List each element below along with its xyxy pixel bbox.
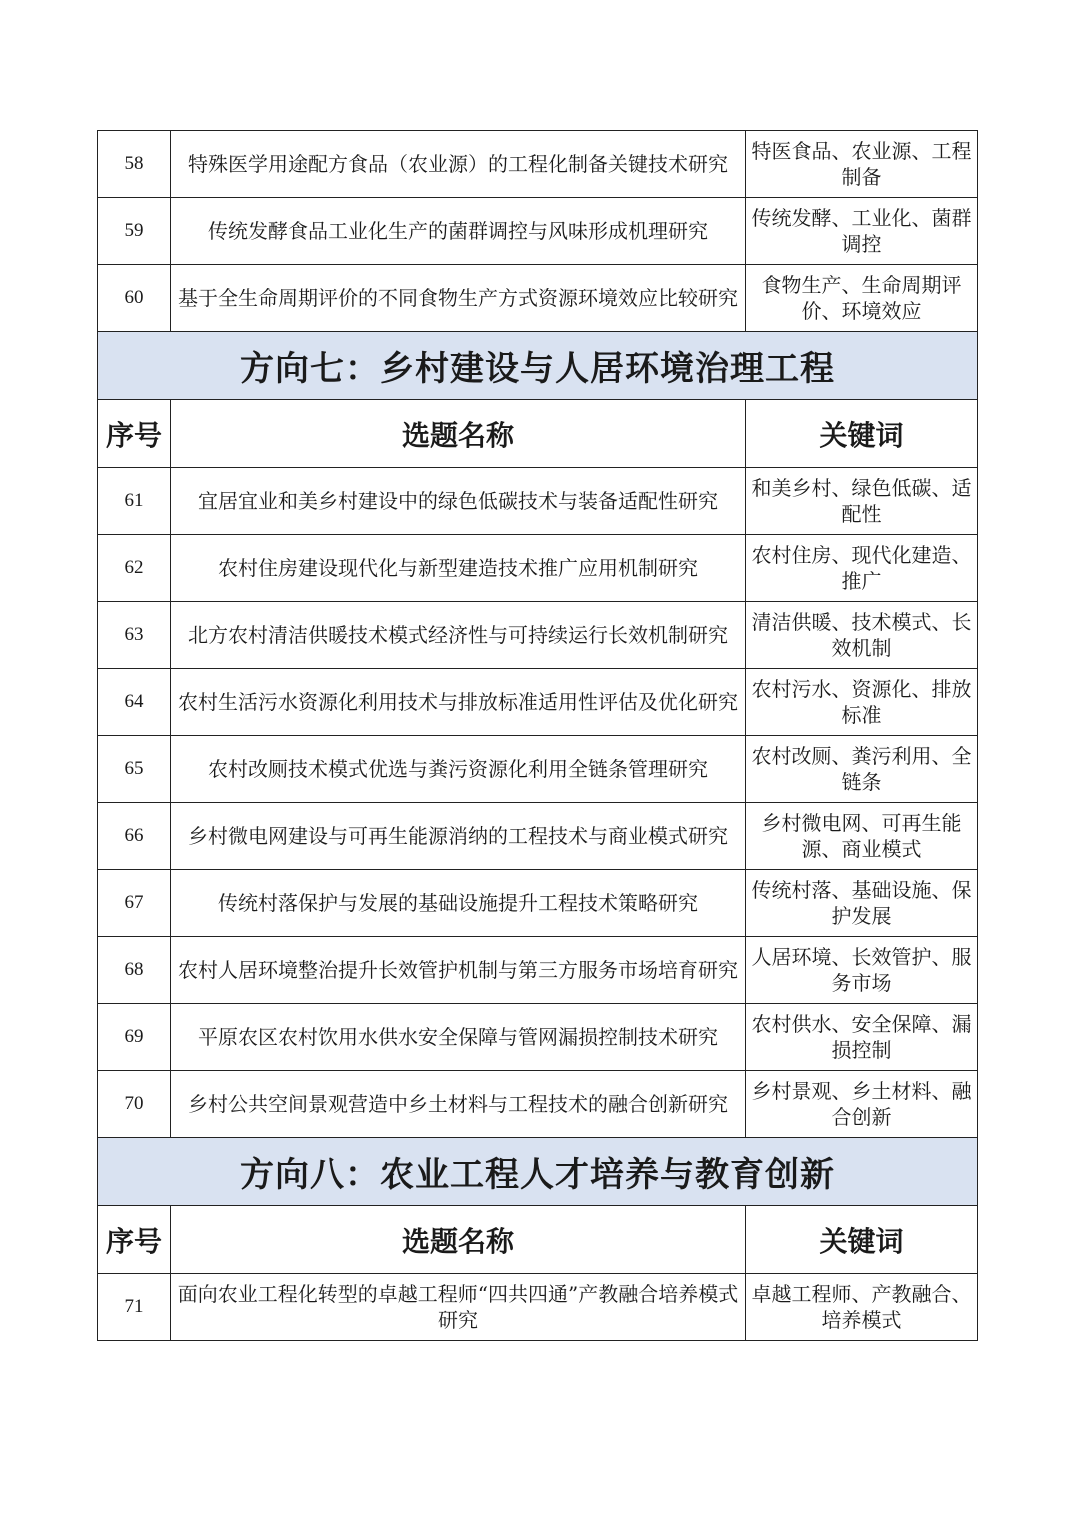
table-row — [98, 870, 978, 937]
topic-keywords: 和美乡村、绿色低碳、适配性 — [746, 468, 978, 535]
topic-title: 农村生活污水资源化利用技术与排放标准适用性评估及优化研究 — [171, 669, 746, 736]
topic-title: 基于全生命周期评价的不同食物生产方式资源环境效应比较研究 — [171, 265, 746, 332]
table-row — [98, 131, 978, 198]
topic-title: 农村住房建设现代化与新型建造技术推广应用机制研究 — [171, 535, 746, 602]
topic-keywords: 农村污水、资源化、排放标准 — [746, 669, 978, 736]
row-number: 63 — [98, 602, 171, 669]
table-row — [98, 198, 978, 265]
column-header-number: 序号 — [98, 1206, 171, 1274]
section-heading: 方向七：乡村建设与人居环境治理工程 — [98, 332, 978, 400]
column-header-keywords: 关键词 — [746, 400, 978, 468]
topic-keywords: 特医食品、农业源、工程制备 — [746, 131, 978, 198]
topic-title: 农村人居环境整治提升长效管护机制与第三方服务市场培育研究 — [171, 937, 746, 1004]
topic-title: 传统发酵食品工业化生产的菌群调控与风味形成机理研究 — [171, 198, 746, 265]
topic-title: 宜居宜业和美乡村建设中的绿色低碳技术与装备适配性研究 — [171, 468, 746, 535]
column-header-row — [98, 1206, 978, 1274]
row-number: 66 — [98, 803, 171, 870]
row-number: 67 — [98, 870, 171, 937]
section-heading: 方向八：农业工程人才培养与教育创新 — [98, 1138, 978, 1206]
section-heading-row — [98, 332, 978, 400]
table-row — [98, 602, 978, 669]
row-number: 70 — [98, 1071, 171, 1138]
row-number: 61 — [98, 468, 171, 535]
column-header-row — [98, 400, 978, 468]
table-row — [98, 1274, 978, 1341]
topic-keywords: 农村住房、现代化建造、推广 — [746, 535, 978, 602]
table-row — [98, 736, 978, 803]
topic-title: 平原农区农村饮用水供水安全保障与管网漏损控制技术研究 — [171, 1004, 746, 1071]
row-number: 59 — [98, 198, 171, 265]
row-number: 71 — [98, 1274, 171, 1341]
table-row — [98, 1004, 978, 1071]
row-number: 68 — [98, 937, 171, 1004]
topic-title: 乡村微电网建设与可再生能源消纳的工程技术与商业模式研究 — [171, 803, 746, 870]
topic-keywords: 卓越工程师、产教融合、培养模式 — [746, 1274, 978, 1341]
row-number: 69 — [98, 1004, 171, 1071]
topic-keywords: 乡村景观、乡土材料、融合创新 — [746, 1071, 978, 1138]
column-header-keywords: 关键词 — [746, 1206, 978, 1274]
topic-keywords: 人居环境、长效管护、服务市场 — [746, 937, 978, 1004]
topics-table — [97, 130, 978, 1341]
table-row — [98, 937, 978, 1004]
topic-title: 面向农业工程化转型的卓越工程师“四共四通”产教融合培养模式研究 — [171, 1274, 746, 1341]
table-row — [98, 803, 978, 870]
row-number: 65 — [98, 736, 171, 803]
section-heading-row — [98, 1138, 978, 1206]
row-number: 60 — [98, 265, 171, 332]
table-row — [98, 265, 978, 332]
topic-keywords: 食物生产、生命周期评价、环境效应 — [746, 265, 978, 332]
column-header-title: 选题名称 — [171, 400, 746, 468]
topic-keywords: 农村供水、安全保障、漏损控制 — [746, 1004, 978, 1071]
topic-keywords: 乡村微电网、可再生能源、商业模式 — [746, 803, 978, 870]
row-number: 64 — [98, 669, 171, 736]
topic-keywords: 传统村落、基础设施、保护发展 — [746, 870, 978, 937]
table-row — [98, 669, 978, 736]
column-header-title: 选题名称 — [171, 1206, 746, 1274]
topic-keywords: 传统发酵、工业化、菌群调控 — [746, 198, 978, 265]
topic-title: 乡村公共空间景观营造中乡土材料与工程技术的融合创新研究 — [171, 1071, 746, 1138]
column-header-number: 序号 — [98, 400, 171, 468]
topic-keywords: 清洁供暖、技术模式、长效机制 — [746, 602, 978, 669]
topic-title: 农村改厕技术模式优选与粪污资源化利用全链条管理研究 — [171, 736, 746, 803]
row-number: 58 — [98, 131, 171, 198]
topic-title: 特殊医学用途配方食品（农业源）的工程化制备关键技术研究 — [171, 131, 746, 198]
topic-keywords: 农村改厕、粪污利用、全链条 — [746, 736, 978, 803]
table-row — [98, 468, 978, 535]
table-row — [98, 1071, 978, 1138]
row-number: 62 — [98, 535, 171, 602]
table-row — [98, 535, 978, 602]
topic-title: 传统村落保护与发展的基础设施提升工程技术策略研究 — [171, 870, 746, 937]
topic-title: 北方农村清洁供暖技术模式经济性与可持续运行长效机制研究 — [171, 602, 746, 669]
